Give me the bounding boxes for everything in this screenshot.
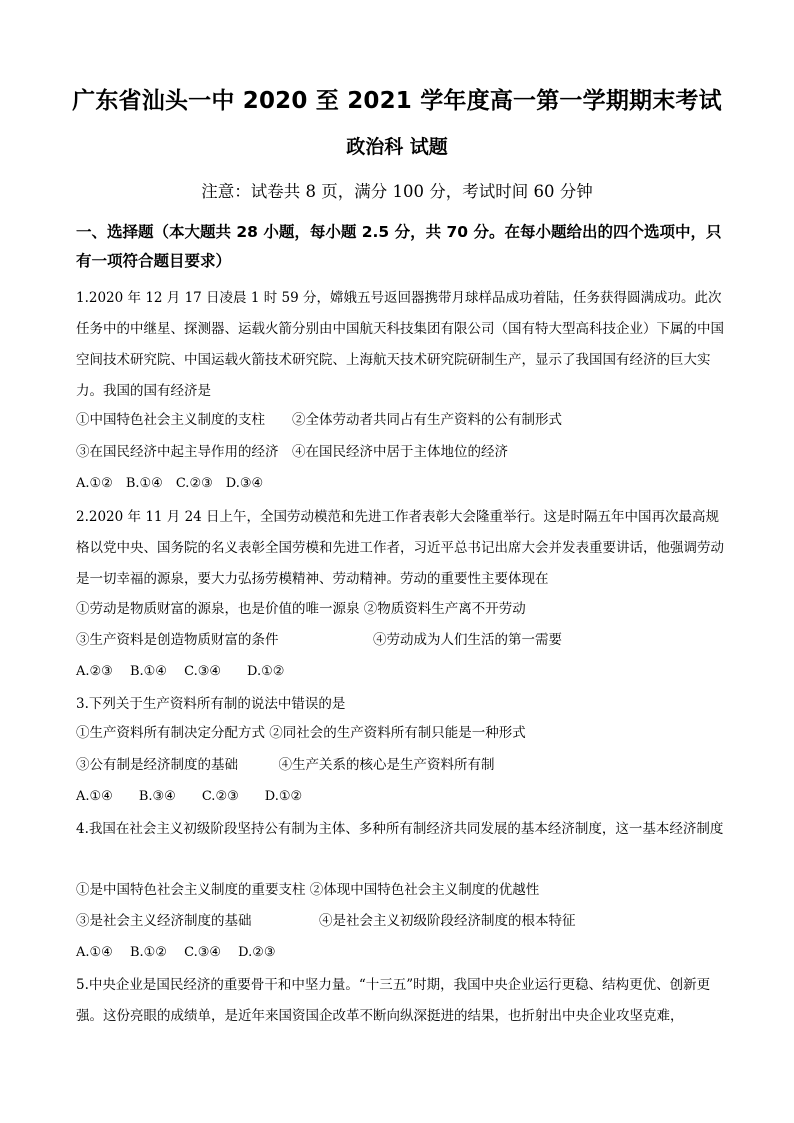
question-5-stem: 5.中央企业是国民经济的重要骨干和中坚力量。“十三五”时期，我国中央企业运行更稳、结构更优、创新更强。这份亮眼的成绩单，是近年来国资国企改革不断向纵深挺进的结果，也折射出中央企业攻坚克难， [76,977,711,1024]
exam-notice: 注意：试卷共 8 页，满分 100 分，考试时间 60 分钟 [201,182,593,201]
question-4-answers: A.①④ B.①② C.③④ D.②③ [76,945,276,960]
question-2-options-b: ③生产资料是创造物质财富的条件 ④劳动成为人们生活的第一需要 [76,632,562,648]
question-1-options-b: ③在国民经济中起主导作用的经济 ④在国民经济中居于主体地位的经济 [76,444,508,460]
question-1-answers: A.①② B.①④ C.②③ D.③④ [76,476,264,491]
question-4-options-b: ③是社会主义经济制度的基础 ④是社会主义初级阶段经济制度的根本特征 [76,913,576,929]
question-3-answers: A.①④ B.③④ C.②③ D.①② [76,789,303,804]
question-2-answers: A.②③ B.①④ C.③④ D.①② [76,664,285,679]
question-1-options-a: ①中国特色社会主义制度的支柱 ②全体劳动者共同占有生产资料的公有制形式 [76,412,562,428]
question-3-stem: 3.下列关于生产资料所有制的说法中错误的是 [76,696,346,712]
question-4-options-a: ①是中国特色社会主义制度的重要支柱 ②体现中国特色社会主义制度的优越性 [76,882,540,898]
question-3-options-a: ①生产资料所有制决定分配方式 ②同社会的生产资料所有制只能是一种形式 [76,725,526,741]
question-2-stem: 2.2020 年 11 月 24 日上午，全国劳动模范和先进工作者表彰大会隆重举行。这是时隔五年中国再次最高规格以党中央、国务院的名义表彰全国劳模和先进工作者，习近平总书记出席大会并发表重要讲话，他强调劳动是一切幸福的源泉，要大力弘扬劳模精神、劳动精神。劳动的重要性主要体现在 [76,509,724,587]
exam-title: 广东省汕头一中 2020 至 2021 学年度高一第一学期期末考试 [72,88,722,114]
question-2-options-a: ①劳动是物质财富的源泉，也是价值的唯一源泉 ②物质资料生产离不开劳动 [76,601,526,617]
question-4-stem: 4.我国在社会主义初级阶段坚持公有制为主体、多种所有制经济共同发展的基本经济制度，这一基本经济制度 [76,821,724,837]
exam-subject: 政治科 试题 [346,136,448,158]
question-3-options-b: ③公有制是经济制度的基础 ④生产关系的核心是生产资料所有制 [76,757,495,773]
question-1-stem: 1.2020 年 12 月 17 日凌晨 1 时 59 分，嫦娥五号返回器携带月球样品成功着陆，任务获得圆满成功。此次任务中的中继星、探测器、运载火箭分别由中国航天科技集团有限公司（国有特大型高科技企业）下属的中国空间技术研究院、中国运载火箭技术研究院、上海航天技术研究院研制生产，显示了我国国有经济的巨大实力。我国的国有经济是 [76,290,724,399]
section-heading: 一、选择题（本大题共 28 小题，每小题 2.5 分，共 70 分。在每小题给出的四个选项中，只有一项符合题目要求） [76,223,722,270]
